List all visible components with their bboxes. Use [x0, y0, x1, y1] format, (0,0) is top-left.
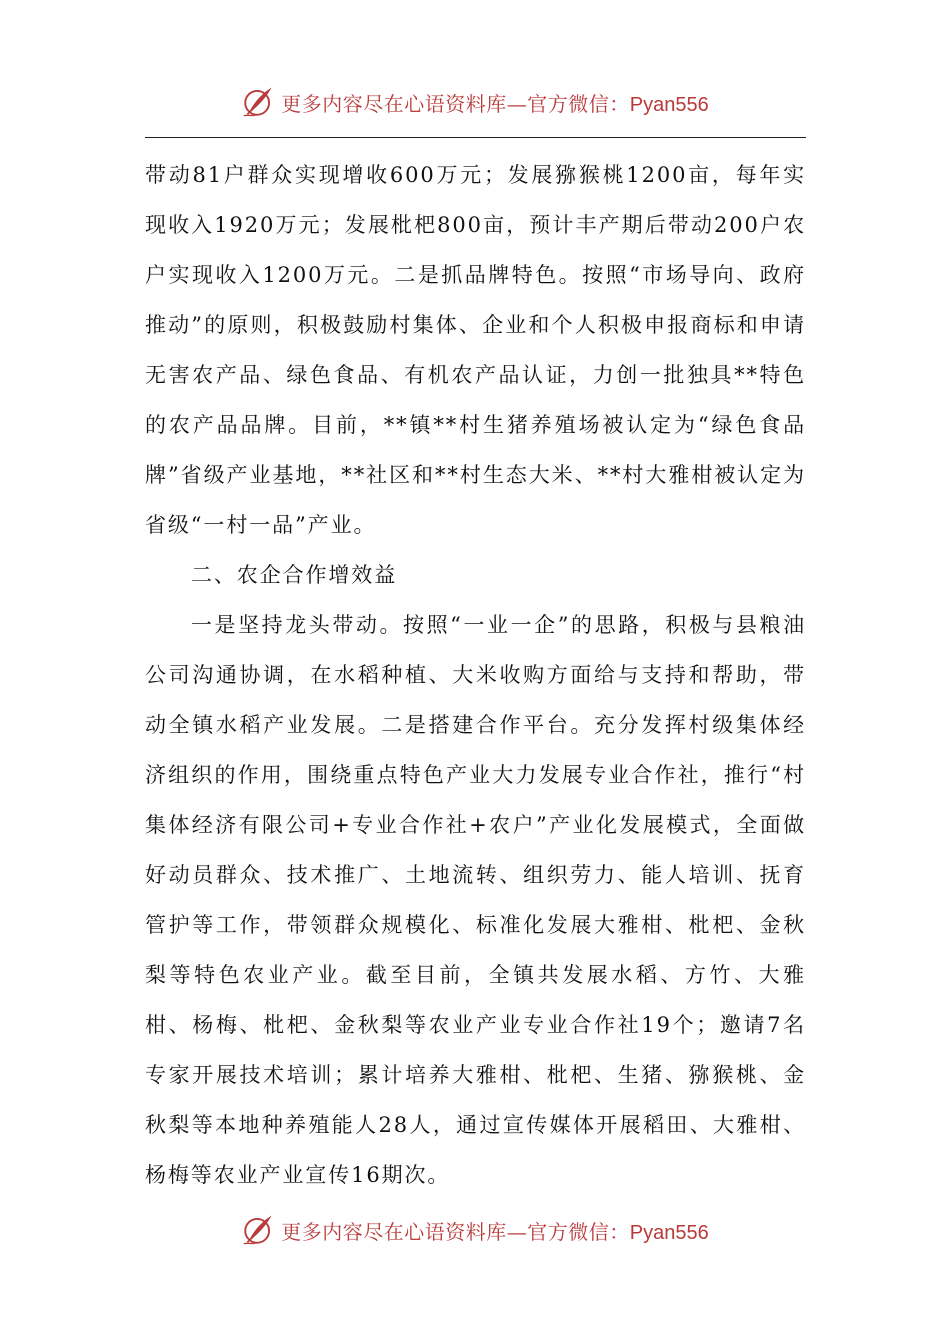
section-heading: 二、农企合作增效益	[191, 563, 398, 587]
paragraph-cooperation: 一是坚持龙头带动。按照“一业一企”的思路，积极与县粮油公司沟通协调，在水稻种植、大米收购方面给与支持和帮助，带动全镇水稻产业发展。二是搭建合作平台。充分发挥村级集体经济组织的作用，围绕重点特色产业大力发展专业合作社，推行“村集体经济有限公司+专业合作社+农户”产业化发展模式，全面做好动员群众、技术推广、土地流转、组织劳力、能人培训、抚育管护等工作，带领群众规模化、标准化发展大雅柑、枇杷、金秋梨等特色农业产业。截至目前，全镇共发展水稻、方竹、大雅柑、杨梅、枇杷、金秋梨等农业产业专业合作社19个；邀请7名专家开展技术培训；累计培养大雅柑、枇杷、生猪、猕猴桃、金秋梨等本地种养殖能人28人，通过宣传媒体开展稻田、大雅柑、杨梅等农业产业宣传16期次。	[145, 613, 806, 1187]
header-banner-text	[281, 88, 708, 117]
footer-wechat-id: Pyan556	[629, 1221, 709, 1244]
quill-pen-logo-icon	[241, 1213, 275, 1247]
header-banner	[0, 82, 950, 122]
footer-banner	[0, 1210, 950, 1250]
header-banner-label: 更多内容尽在心语资料库—官方微信：	[281, 91, 630, 116]
footer-banner-text	[281, 1216, 708, 1245]
quill-pen-logo-icon	[241, 85, 275, 119]
header-divider	[145, 137, 806, 138]
paragraph-brand-features: 带动81户群众实现增收600万元；发展猕猴桃1200亩，每年实现收入1920万元；发展枇杷800亩，预计丰产期后带动200户农户实现收入1200万元。二是抓品牌特色。按照“市场导向、政府推动”的原则，积极鼓励村集体、企业和个人积极申报商标和申请无害农产品、绿色食品、有机农产品认证，力创一批独具**特色的农产品品牌。目前，**镇**村生猪养殖场被认定为“绿色食品牌”省级产业基地，**社区和**村生态大米、**村大雅柑被认定为省级“一村一品”产业。	[145, 163, 806, 537]
footer-banner-label: 更多内容尽在心语资料库—官方微信：	[281, 1219, 630, 1244]
document-body	[145, 150, 806, 1200]
header-wechat-id: Pyan556	[629, 93, 709, 116]
